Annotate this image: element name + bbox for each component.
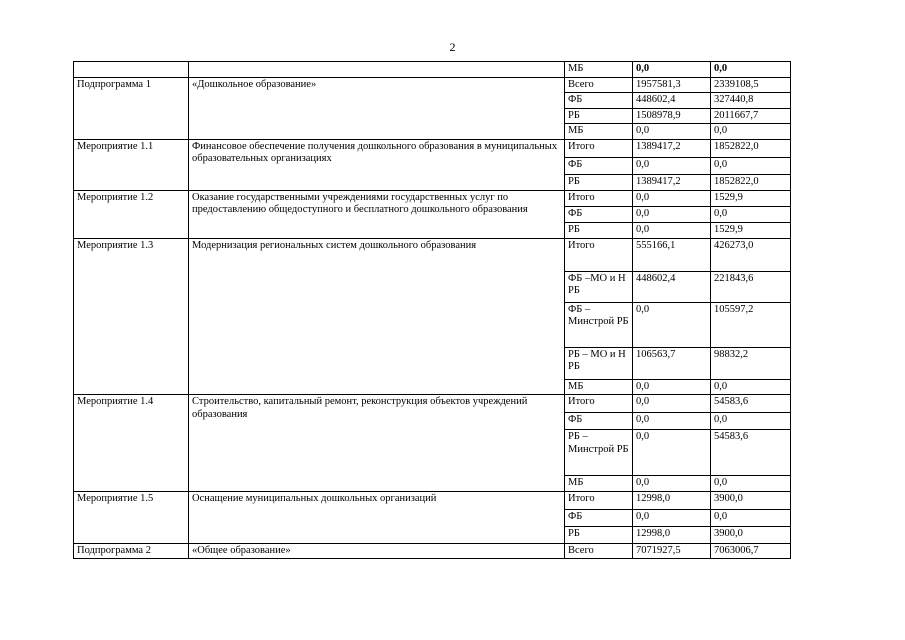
value-year2-cell: 3900,0 (711, 526, 791, 543)
value-year1-cell: 0,0 (633, 509, 711, 526)
value-year2-cell: 54583,6 (711, 430, 791, 476)
value-year1-cell: 1957581,3 (633, 77, 711, 93)
funding-source-cell: РБ – Минстрой РБ (565, 430, 633, 476)
funding-source-cell: ФБ (565, 509, 633, 526)
program-name-cell: «Дошкольное образование» (189, 77, 565, 139)
program-name-cell: Модернизация региональных систем дошкольного образования (189, 238, 565, 395)
program-name-cell: Оснащение муниципальных дошкольных организаций (189, 491, 565, 543)
value-year1-cell: 1508978,9 (633, 108, 711, 124)
funding-source-cell: ФБ – Минстрой РБ (565, 302, 633, 347)
value-year2-cell: 105597,2 (711, 302, 791, 347)
table-row (74, 139, 791, 157)
value-year1-cell: 1389417,2 (633, 139, 711, 157)
value-year2-cell: 426273,0 (711, 238, 791, 271)
table-row (74, 190, 791, 206)
funding-source-cell: Итого (565, 238, 633, 271)
value-year2-cell: 1529,9 (711, 190, 791, 206)
funding-source-cell: ФБ (565, 206, 633, 222)
value-year2-cell: 0,0 (711, 476, 791, 492)
value-year2-cell: 0,0 (711, 124, 791, 140)
table-row (74, 395, 791, 413)
value-year2-cell: 98832,2 (711, 347, 791, 379)
funding-source-cell: ФБ (565, 157, 633, 174)
value-year1-cell: 448602,4 (633, 93, 711, 109)
table-row (74, 62, 791, 78)
value-year2-cell: 1529,9 (711, 222, 791, 238)
value-year1-cell: 12998,0 (633, 526, 711, 543)
value-year1-cell: 448602,4 (633, 271, 711, 302)
program-code-cell: Мероприятие 1.3 (74, 238, 189, 395)
program-name-cell: Оказание государственными учреждениями государственных услуг по предоставлению общедоступного и бесплатного дошкольного образования (189, 190, 565, 238)
funding-source-cell: ФБ (565, 413, 633, 430)
value-year2-cell: 2339108,5 (711, 77, 791, 93)
value-year1-cell: 0,0 (633, 395, 711, 413)
value-year1-cell: 555166,1 (633, 238, 711, 271)
value-year2-cell: 0,0 (711, 157, 791, 174)
program-name-cell: Финансовое обеспечение получения дошкольного образования в муниципальных образовательных организациях (189, 139, 565, 190)
value-year2-cell: 0,0 (711, 413, 791, 430)
funding-source-cell: Всего (565, 77, 633, 93)
value-year1-cell: 12998,0 (633, 491, 711, 509)
value-year2-cell: 1852822,0 (711, 174, 791, 190)
funding-source-cell: Итого (565, 190, 633, 206)
value-year1-cell: 0,0 (633, 190, 711, 206)
funding-source-cell: Итого (565, 395, 633, 413)
value-year1-cell: 0,0 (633, 430, 711, 476)
value-year2-cell: 0,0 (711, 379, 791, 395)
funding-source-cell: Итого (565, 139, 633, 157)
program-name-cell: «Общее образование» (189, 543, 565, 559)
value-year1-cell: 0,0 (633, 379, 711, 395)
funding-source-cell: ФБ –МО и Н РБ (565, 271, 633, 302)
program-name-cell (189, 62, 565, 78)
value-year1-cell: 0,0 (633, 476, 711, 492)
table-row (74, 77, 791, 93)
program-name-cell: Строительство, капитальный ремонт, реконструкция объектов учреждений образования (189, 395, 565, 492)
funding-source-cell: РБ (565, 174, 633, 190)
value-year1-cell: 0,0 (633, 222, 711, 238)
funding-source-cell: МБ (565, 476, 633, 492)
table-row (74, 238, 791, 271)
funding-source-cell: МБ (565, 62, 633, 78)
value-year1-cell: 1389417,2 (633, 174, 711, 190)
funding-source-cell: МБ (565, 124, 633, 140)
value-year2-cell: 7063006,7 (711, 543, 791, 559)
value-year1-cell: 7071927,5 (633, 543, 711, 559)
program-code-cell: Мероприятие 1.4 (74, 395, 189, 492)
value-year2-cell: 221843,6 (711, 271, 791, 302)
funding-source-cell: МБ (565, 379, 633, 395)
funding-source-cell: РБ (565, 222, 633, 238)
funding-source-cell: Итого (565, 491, 633, 509)
program-code-cell: Подпрограмма 2 (74, 543, 189, 559)
funding-source-cell: РБ (565, 526, 633, 543)
value-year2-cell: 0,0 (711, 62, 791, 78)
value-year1-cell: 0,0 (633, 157, 711, 174)
budget-table (73, 61, 791, 559)
program-code-cell: Подпрограмма 1 (74, 77, 189, 139)
value-year2-cell: 0,0 (711, 206, 791, 222)
value-year2-cell: 54583,6 (711, 395, 791, 413)
funding-source-cell: Всего (565, 543, 633, 559)
value-year2-cell: 3900,0 (711, 491, 791, 509)
program-code-cell: Мероприятие 1.5 (74, 491, 189, 543)
funding-source-cell: РБ (565, 108, 633, 124)
value-year2-cell: 327440,8 (711, 93, 791, 109)
page-number: 2 (449, 40, 456, 54)
value-year1-cell: 0,0 (633, 302, 711, 347)
value-year2-cell: 0,0 (711, 509, 791, 526)
value-year1-cell: 0,0 (633, 124, 711, 140)
value-year1-cell: 106563,7 (633, 347, 711, 379)
funding-source-cell: РБ – МО и Н РБ (565, 347, 633, 379)
value-year1-cell: 0,0 (633, 206, 711, 222)
table-row (74, 491, 791, 509)
budget-table-body (74, 62, 791, 559)
program-code-cell: Мероприятие 1.2 (74, 190, 189, 238)
funding-source-cell: ФБ (565, 93, 633, 109)
value-year1-cell: 0,0 (633, 413, 711, 430)
program-code-cell (74, 62, 189, 78)
table-row (74, 543, 791, 559)
value-year2-cell: 1852822,0 (711, 139, 791, 157)
value-year2-cell: 2011667,7 (711, 108, 791, 124)
value-year1-cell: 0,0 (633, 62, 711, 78)
program-code-cell: Мероприятие 1.1 (74, 139, 189, 190)
